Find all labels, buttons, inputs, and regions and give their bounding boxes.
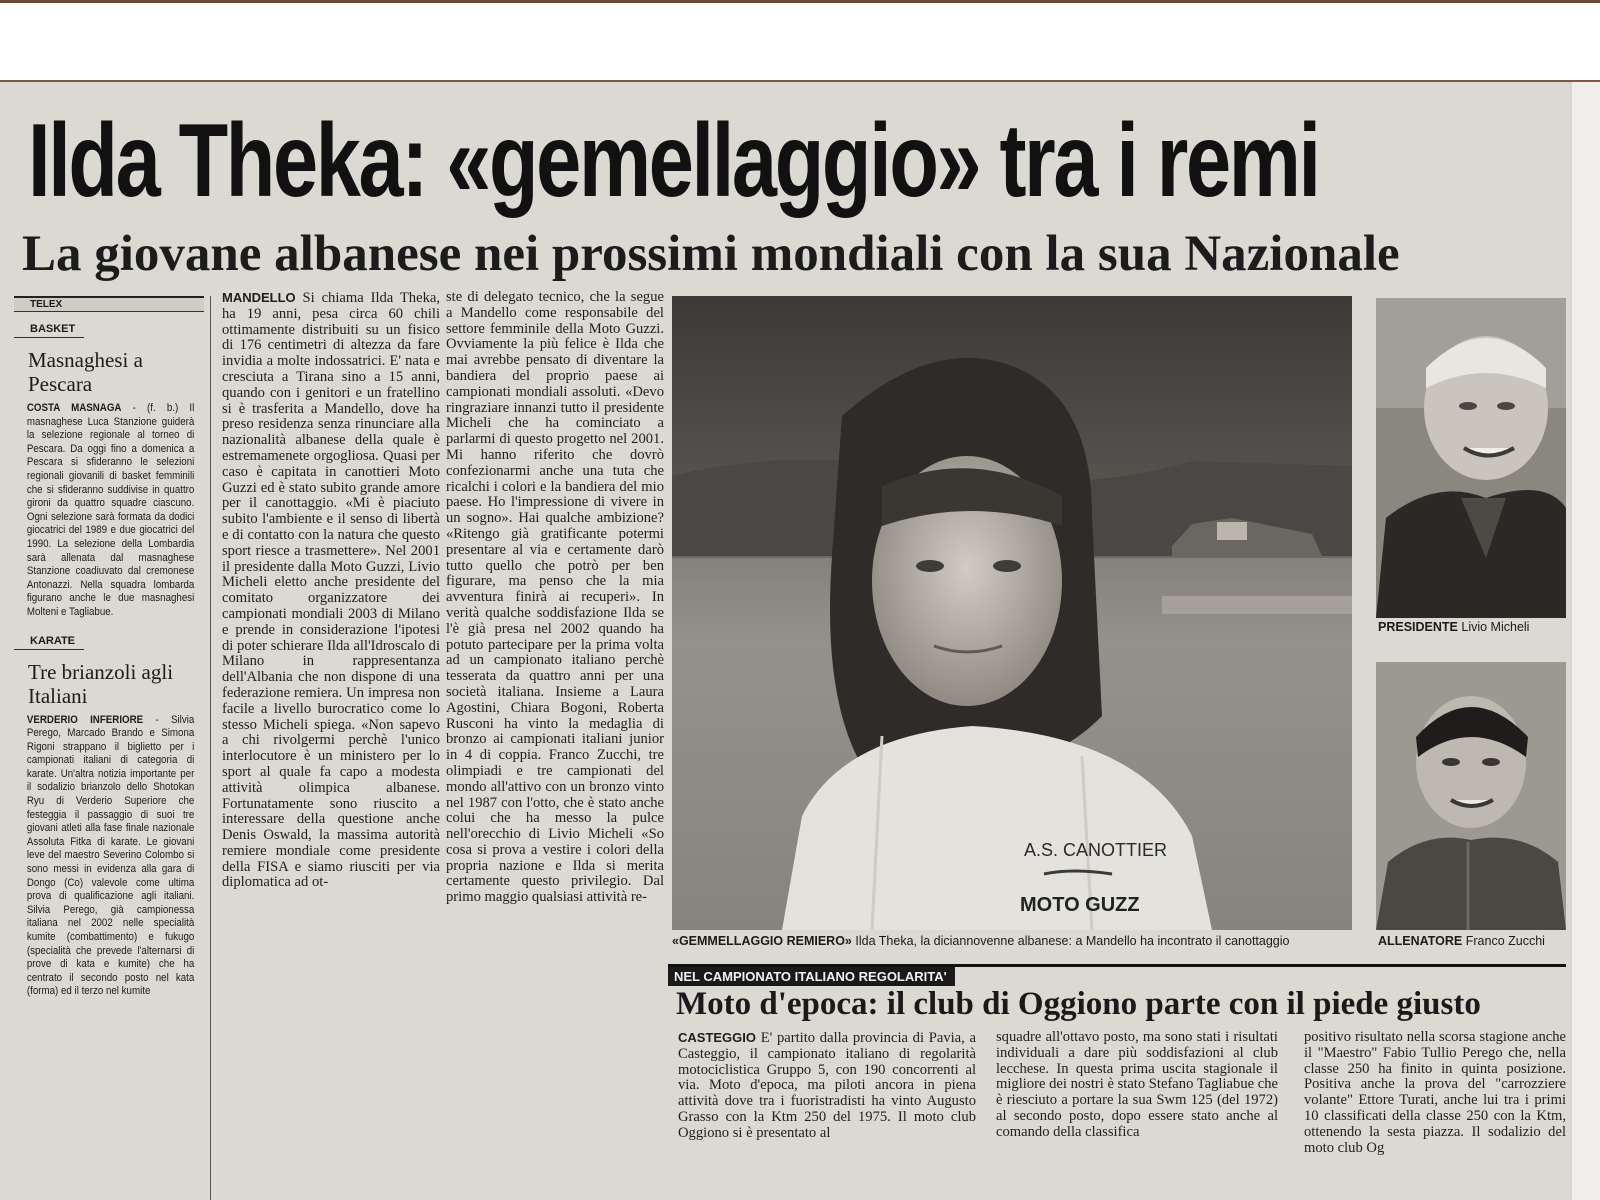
second-article-column-1 [678, 1030, 976, 1200]
caption-coach [1378, 934, 1545, 949]
second-article-text-col3: positivo risultato nella scorsa stagione anche il "Maestro" Fabio Tullio Perego che, nella classe 250 ha finito in quinta posizione. Positiva anche la prova del "carrozziere volante" Ettore Turati, anche lui tra i primi 10 classificati della classe 250 con la Ktm, ottenendo la sesta piazza. Il sodalizio del moto club Og [1304, 1030, 1566, 1156]
article-text-col2: ste di delegato tecnico, che la segue a Mandello come responsabile del settore femminile della Moto Guzzi. Ovviamente la più felice è Ilda che mai avrebbe pensato di diventare la bandiera del proprio paese ai campionati mondiali assoluti. «Devo ringraziare innanzi tutto il presidente Micheli che ha cominciato a parlarmi di questo progetto nel 2001. Mi hanno riferito che dovrò confezionarmi anche una tuta che ricalchi i colori e la bandiera del mio paese. Ho l'impressione di vivere in un sogno». Hai qualche ambizione? «Ritengo già gratificante potermi presentare al via e certamente darò tutto quello che potrò per ben figurare, ma penso che la mia avventura finirà ai recuperi». In verità qualche soddisfazione Ilda se l'è già presa nel 2002 quando ha potuto partecipare per la prima volta ad un campionato italiano perchè tesserata da quattro anni per una società italiana. Insieme a Laura Agostini, Chiara Bogoni, Roberta Rusconi ha vinto la medaglia di bronzo ai campionati italiani junior in 4 di coppia. Franco Zucchi, tre olimpiadi e tre campionati del mondo all'attivo con un bronzo vinto nel 1987 con l'otto, che è stato anche colui che ha messo la pulce nell'orecchio di Livio Micheli «So cosa si prova a vestire i colori della propria nazione e Ilda si merita certamente questo privilegio. Dal primo maggio qualsiasi attività re- [446, 290, 664, 906]
newspaper-page [0, 84, 1570, 1200]
photo-president-image [1376, 298, 1566, 618]
photo-president [1376, 298, 1566, 618]
article-subheadline: La giovane albanese nei prossimi mondiali con la sua Nazionale [22, 226, 1400, 282]
section-label-karate: KARATE [14, 634, 84, 650]
shirt-text-line1: A.S. CANOTTIER [1024, 840, 1168, 860]
article-headline: Ilda Theka: «gemellaggio» tra i remi [28, 103, 1319, 219]
article-text-col1: Si chiama Ilda Theka, ha 19 anni, pesa circa 60 chili ottimamente distribuiti su un fisico di 176 centimetri di altezza da fare invidia a molte indossatrici. E' nata e cresciuta a Tirana sino a 15 anni, quando con i genitori e un fratellino si è trasferita a Mandello, dove ha preso residenza senza rinunciare alla nazionalità albanese della quale è estremamenete orgogliosa. Quasi per caso è capitata in canottieri Moto Guzzi ed è stato subito grande amore per il canottaggio. «Mi è piaciuto subito l'ambiente e il senso di libertà e di contatto con la natura che questo sport riesce a trasmettere». Nel 2001 il presidente dalla Moto Guzzi, Livio Micheli eletto anche presidente del comitato organizzatore dei campionati mondiali 2003 di Milano e prende in considerazione l'ipotesi di poter schierare Ilda all'Idroscalo di Milano in rappresentanza dell'Albania che non dispone di una federazione remiera. Un impresa non facile a livello burocratico come lo stesso Micheli spiega. «Non sapevo a chi rivolgermi perchè l'unico interlocutore è un ministero per lo sport al quale fa capo a modesta attività olimpica albanese. Fortunatamente sono riuscito a interessare della questione anche Denis Oswald, la massima autorità remiere mondiale come presidente della FISA e siamo riusciti per via diplomatica ad ot- [222, 290, 440, 891]
brief-dateline-karate: VERDERIO INFERIORE [26, 713, 144, 726]
article-dateline: MANDELLO [222, 290, 296, 305]
photo-coach [1376, 662, 1566, 930]
caption-coach-label: ALLENATORE [1378, 934, 1463, 948]
caption-president-name: Livio Micheli [1461, 620, 1530, 634]
caption-main-text: Ilda Theka, la diciannovenne albanese: a Mandello ha incontrato il canottaggio [855, 934, 1290, 948]
photo-coach-image [1376, 662, 1566, 930]
kicker-label: NEL CAMPIONATO ITALIANO REGOLARITA' [668, 967, 955, 986]
brief-title-basket: Masnaghesi a Pescara [28, 348, 143, 396]
second-article-column-2 [996, 1030, 1278, 1200]
article-column-1 [222, 290, 440, 1200]
brief-body-basket [14, 402, 194, 620]
scan-right-margin [1572, 82, 1600, 1200]
telex-sidebar [14, 296, 204, 1200]
brief-dateline-basket: COSTA MASNAGA [26, 402, 122, 414]
column-rule [210, 296, 211, 1200]
brief-title-karate: Tre brianzoli agli Italiani [28, 659, 174, 708]
brief-body-karate [14, 714, 194, 999]
second-article-text-col2: squadre all'ottavo posto, ma sono stati i risultati individuali a dare più soddisfazioni al club lecchese. In questa prima uscita stagionale il migliore dei nostri è stato Stefano Tagliabue che è riesciuto a portare la sua Swm 125 (del 1972) al secondo posto, dopo essere stato anche al comando della classifica [996, 1030, 1278, 1140]
article-column-2 [446, 290, 664, 1200]
caption-president-label: PRESIDENTE [1378, 620, 1458, 634]
caption-main-photo [672, 934, 1289, 949]
brief-text-karate: - Silvia Perego, Marcado Brando e Simona Rigoni strappano il biglietto per i campionati italiani di categoria di karate. Un'altra notizia importante per il sodalizio brianzolo dello Shotokan Ryu di Verderio Superiore che festeggia il passaggio di suoi tre giovani atleti alla fase finale nazionale Assoluta Fitka di karate. Le giovani leve del maestro Severino Colombo si sono messi in evidenza alla gara di Dongo (Co) valevole come ultima prova di qualificazione agli italiani. Silvia Perego, già campionessa italiana nel 2002 nelle specialità kumite (combattimento) e fukugo (specialità che prevede l'alternarsi di prove di kata e kumite) che ha centrato il secondo posto nel kata (forma) ed il terzo nel kumite [26, 713, 195, 998]
caption-coach-name: Franco Zucchi [1465, 934, 1545, 948]
shirt-text-line2: MOTO GUZZ [1020, 894, 1140, 916]
telex-label: TELEX [14, 296, 204, 312]
scan-top-margin [0, 0, 1600, 82]
second-article-dateline: CASTEGGIO [678, 1030, 757, 1045]
caption-president [1378, 620, 1529, 635]
photo-ilda-theka [672, 296, 1352, 930]
photo-ilda-theka-image [672, 296, 1352, 930]
caption-main-label: «GEMMELLAGGIO REMIERO» [672, 934, 852, 948]
brief-text-basket: - (f. b.) Il masnaghese Luca Stanzione guiderà la selezione regionale al torneo di Pescara. Da oggi fino a domenica a Pescara si sfideranno le selezioni regionali giovanili di basket femminili che si sfideranno suddivise in quattro gironi da quattro squadre ciascuno. Ogni selezione sarà formata da dodici giocatrici del 1989 e due giocatrici del 1990. La selezione della Lombardia sarà allenata dal masnaghese Stanzione coadiuvato dal cremonese Antonazzi. Nella squadra lombarda figurano anche le due masnaghesi Molteni e Tagliabue. [26, 402, 195, 618]
second-article-text-col1: E' partito dalla provincia di Pavia, a Casteggio, il campionato italiano di regolarità motociclistica Gruppo 5, con 190 concorrenti al via. Moto d'epoca, ma piloti ancora in piena attività dove tra i fuoristradisti ha vinto Augusto Grasso con la Ktm 250 del 1975. Il moto club Oggiono si è presentato al [678, 1030, 976, 1141]
second-article-headline: Moto d'epoca: il club di Oggiono parte con il piede giusto [676, 986, 1481, 1022]
second-article-column-3 [1304, 1030, 1566, 1200]
section-label-basket: BASKET [14, 322, 84, 338]
